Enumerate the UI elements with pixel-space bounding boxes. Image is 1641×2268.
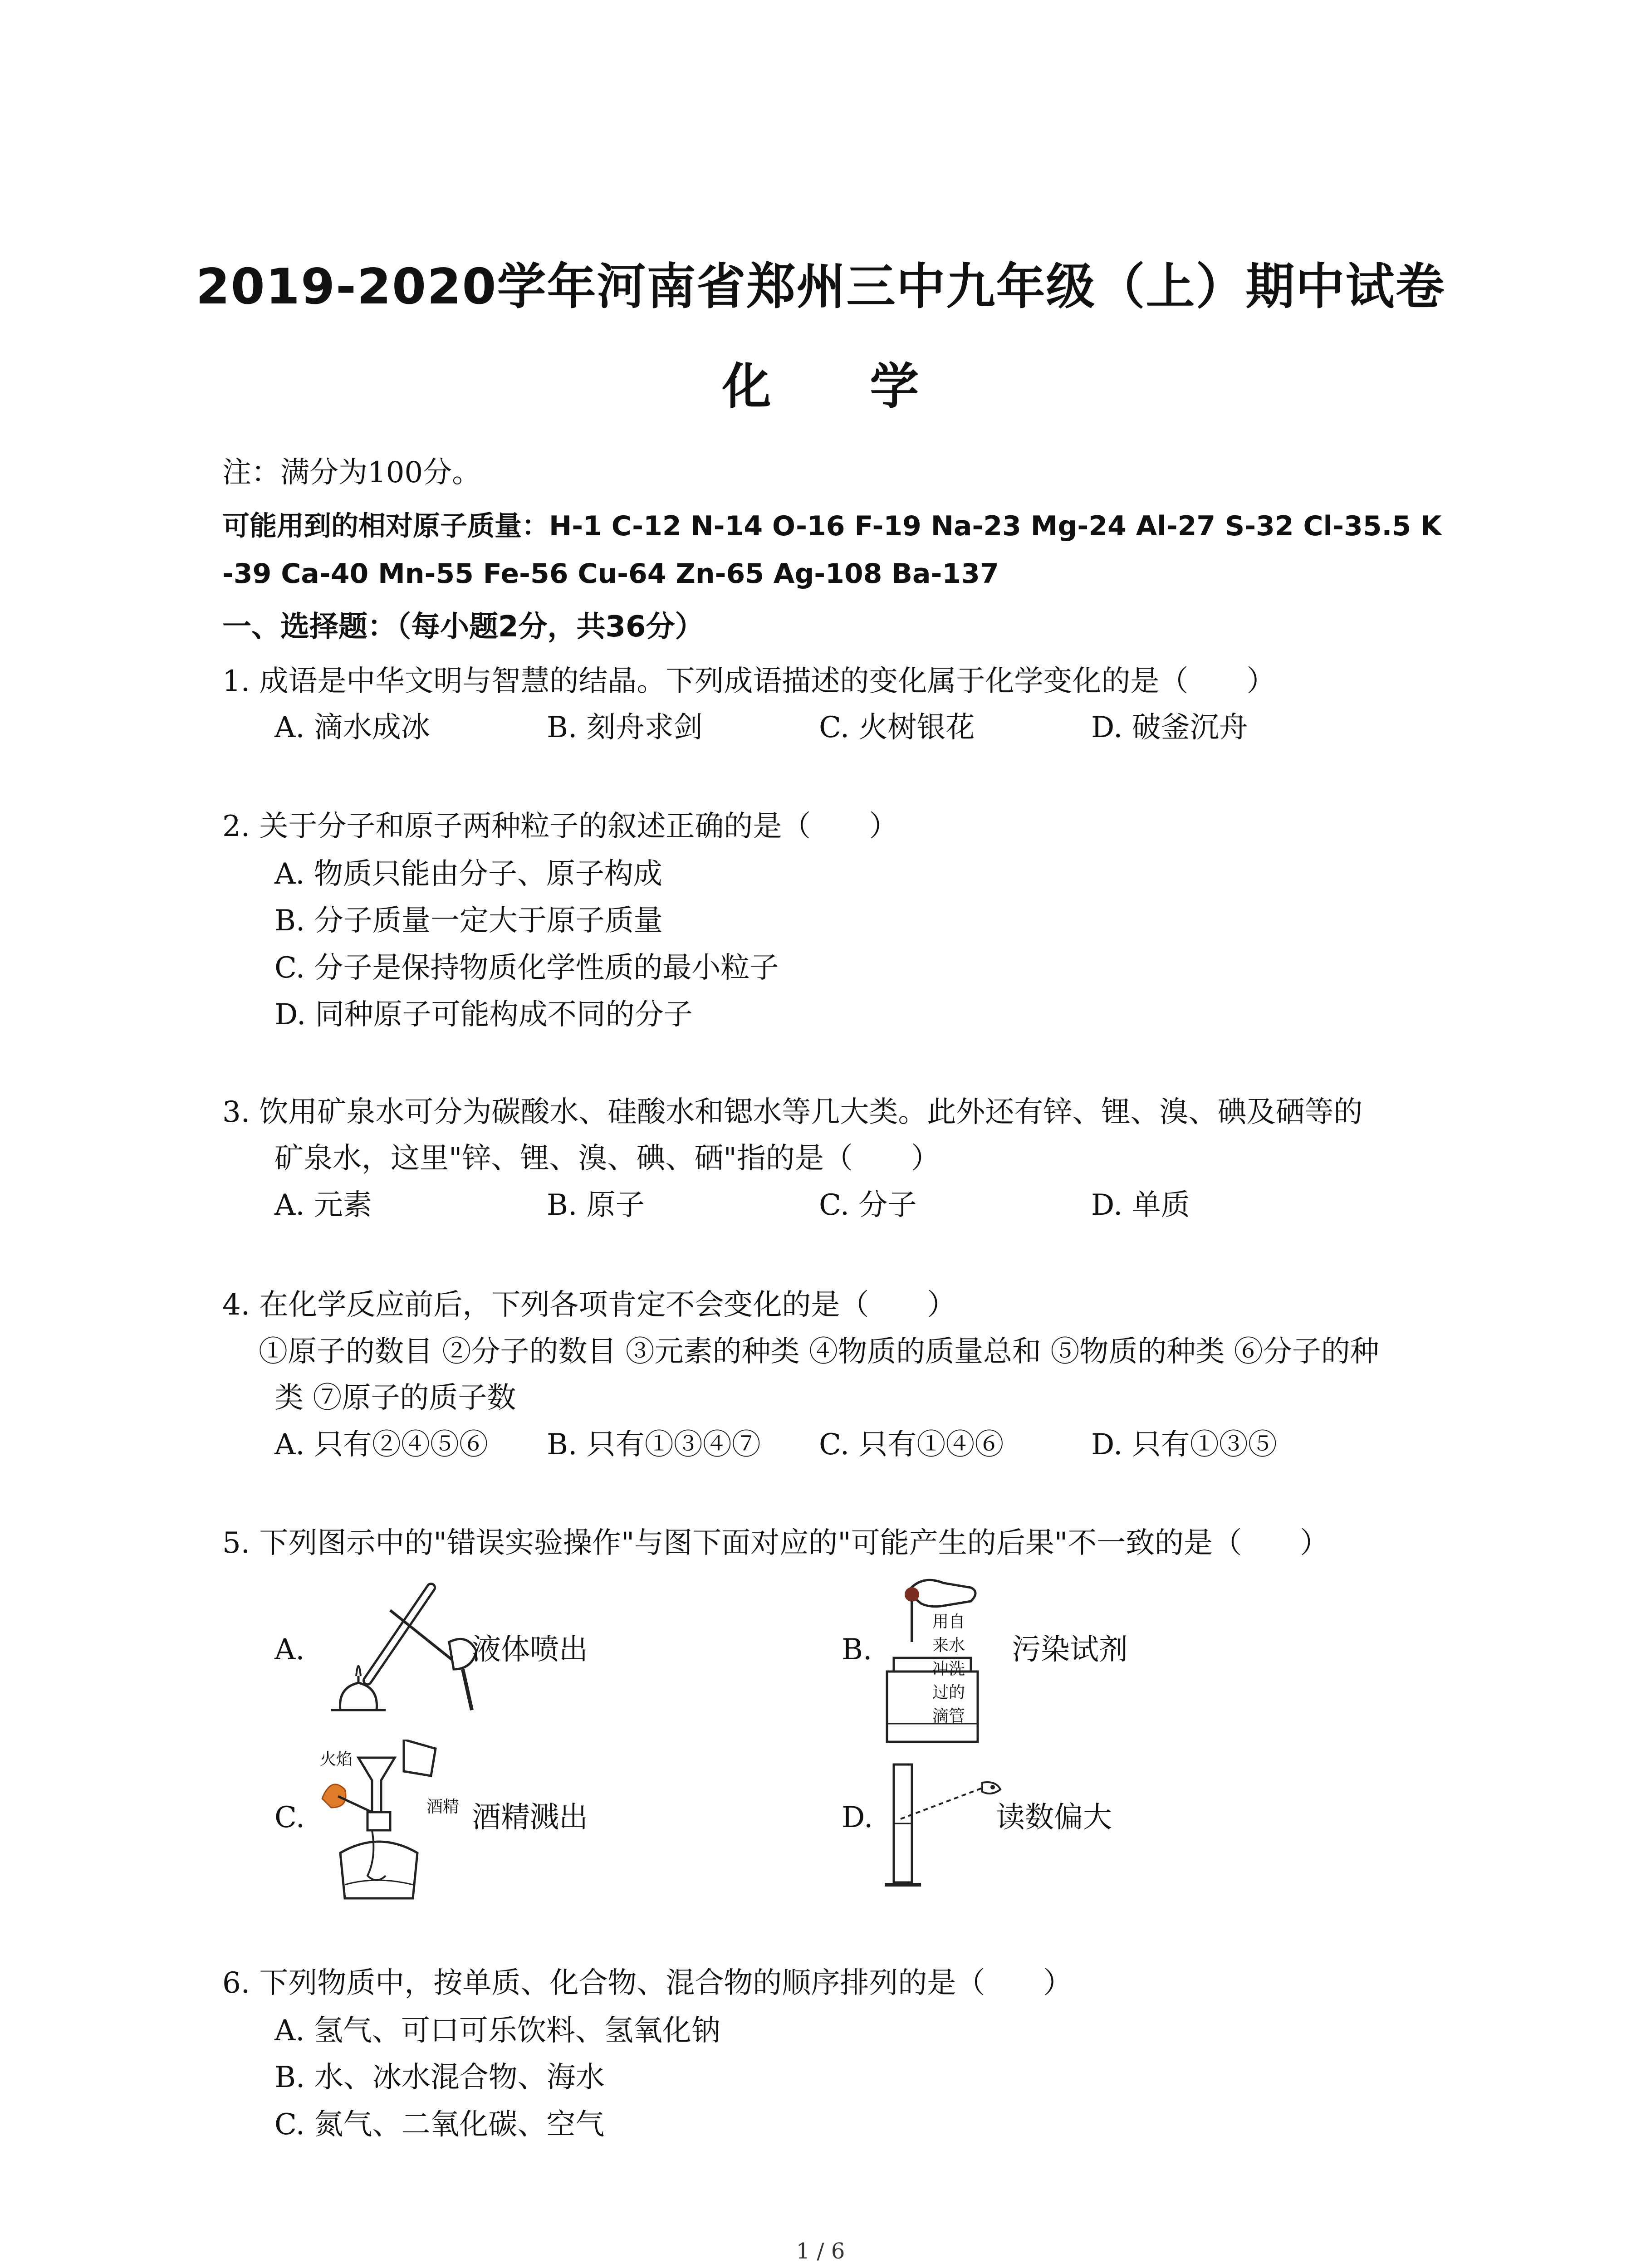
question-2-stem: 2. 关于分子和原子两种粒子的叙述正确的是（ ）	[222, 810, 898, 843]
q1-option-d: D. 破釜沉舟	[1091, 711, 1248, 744]
q6-option-c: C. 氮气、二氧化碳、空气	[274, 2108, 605, 2141]
q5-option-b-label: B.	[842, 1633, 872, 1667]
q6-option-a: A. 氢气、可口可乐饮料、氢氧化钠	[274, 2014, 720, 2048]
q6-option-b: B. 水、冰水混合物、海水	[274, 2061, 605, 2094]
q2-option-c: C. 分子是保持物质化学性质的最小粒子	[274, 951, 779, 985]
q4-option-a: A. 只有②④⑤⑥	[274, 1428, 488, 1461]
question-3-stem-line-1: 3. 饮用矿泉水可分为碳酸水、硅酸水和锶水等几大类。此外还有锌、锂、溴、碘及硒等的	[222, 1095, 1363, 1129]
q1-option-a: A. 滴水成冰	[274, 711, 430, 744]
alcohol-caption: 酒精	[426, 1798, 460, 1816]
exam-subject: 化 学	[722, 358, 960, 415]
q3-option-a: A. 元素	[274, 1188, 372, 1222]
q5-option-b-result: 污染试剂	[1012, 1633, 1128, 1667]
q4-option-d: D. 只有①③⑤	[1091, 1428, 1277, 1461]
q5-option-a-result: 液体喷出	[472, 1633, 588, 1667]
question-3-stem-line-2: 矿泉水，这里"锌、锂、溴、碘、硒"指的是（ ）	[274, 1142, 940, 1175]
q3-option-c: C. 分子	[819, 1188, 917, 1222]
q5-option-c-result: 酒精溅出	[472, 1801, 588, 1834]
graduated-cylinder-figure	[880, 1760, 1007, 1896]
q5-option-a-label: A.	[274, 1633, 305, 1667]
exam-title: 2019-2020学年河南省郑州三中九年级（上）期中试卷	[196, 259, 1445, 315]
atomic-mass-line-2: -39 Ca-40 Mn-55 Fe-56 Cu-64 Zn-65 Ag-108 Ba-137	[222, 558, 999, 590]
q3-option-b: B. 原子	[547, 1188, 645, 1222]
q1-option-c: C. 火树银花	[819, 711, 975, 744]
q2-option-d: D. 同种原子可能构成不同的分子	[274, 998, 693, 1031]
full-score-note: 注：满分为100分。	[222, 456, 481, 489]
q1-option-b: B. 刻舟求剑	[547, 711, 703, 744]
q4-option-b: B. 只有①③④⑦	[547, 1428, 761, 1461]
page-number: 1 / 6	[796, 2239, 845, 2264]
question-4-items-line-1: ①原子的数目 ②分子的数目 ③元素的种类 ④物质的质量总和 ⑤物质的种类 ⑥分子的种	[259, 1335, 1379, 1369]
q5-option-c-label: C.	[274, 1801, 305, 1834]
atomic-mass-line-1: 可能用到的相对原子质量：H-1 C-12 N-14 O-16 F-19 Na-23 Mg-24 Al-27 S-32 Cl-35.5 K	[222, 510, 1442, 542]
q5-option-d-label: D.	[842, 1801, 873, 1834]
question-1-stem: 1. 成语是中华文明与智慧的结晶。下列成语描述的变化属于化学变化的是（ ）	[222, 665, 1276, 698]
question-4-items-line-2: 类 ⑦原子的质子数	[274, 1381, 516, 1415]
question-4-stem: 4. 在化学反应前后，下列各项肯定不会变化的是（ ）	[222, 1288, 956, 1322]
dropper-caption: 用自 来水 冲洗 过的 滴管	[932, 1613, 965, 1725]
q2-option-b: B. 分子质量一定大于原子质量	[274, 904, 663, 938]
flame-caption: 火焰	[320, 1750, 353, 1769]
test-tube-heating-figure	[313, 1574, 485, 1719]
q4-option-c: C. 只有①④⑥	[819, 1428, 1004, 1461]
question-6-stem: 6. 下列物质中，按单质、化合物、混合物的顺序排列的是（ ）	[222, 1966, 1073, 2000]
q5-option-d-result: 读数偏大	[996, 1801, 1112, 1834]
q3-option-d: D. 单质	[1091, 1188, 1190, 1222]
q2-option-a: A. 物质只能由分子、原子构成	[274, 857, 662, 891]
question-5-stem: 5. 下列图示中的"错误实验操作"与图下面对应的"可能产生的后果"不一致的是（ ）	[222, 1526, 1329, 1560]
section-heading: 一、选择题：（每小题2分，共36分）	[222, 610, 704, 644]
